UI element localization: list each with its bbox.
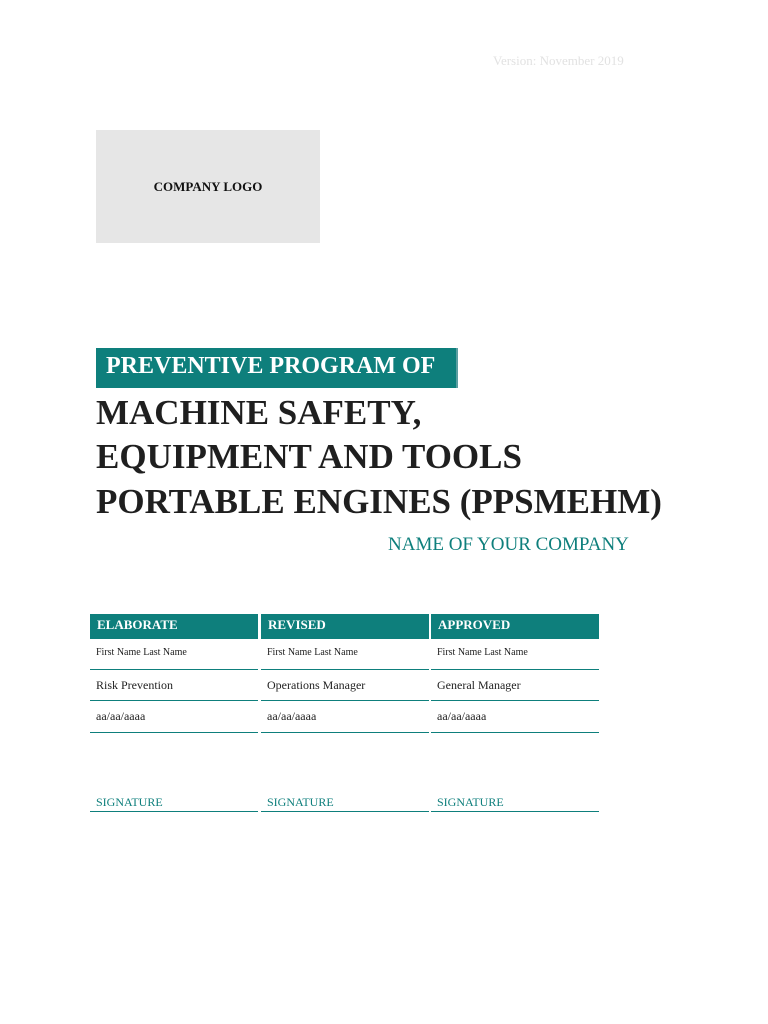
column-header: APPROVED [431, 614, 599, 639]
signature-line-revised: SIGNATURE [261, 794, 429, 812]
document-title-line-3: PORTABLE ENGINES (PPSMEHM) [96, 482, 662, 521]
column-header: REVISED [261, 614, 429, 639]
person-name: First Name Last Name [90, 639, 258, 670]
approval-date: aa/aa/aaaa [261, 701, 429, 733]
company-logo-placeholder [96, 130, 320, 243]
company-name: NAME OF YOUR COMPANY [388, 534, 629, 555]
program-banner-text: PREVENTIVE PROGRAM OF [106, 353, 436, 379]
person-name: First Name Last Name [431, 639, 599, 670]
company-logo-label: COMPANY LOGO [153, 179, 263, 194]
approval-column-revised [261, 614, 429, 733]
person-name: First Name Last Name [261, 639, 429, 670]
document-title-line-2: EQUIPMENT AND TOOLS [96, 437, 522, 476]
approval-date: aa/aa/aaaa [90, 701, 258, 733]
person-role: Risk Prevention [90, 670, 258, 701]
signature-line-elaborate: SIGNATURE [90, 794, 258, 812]
version-label: Version: November 2019 [493, 53, 624, 68]
person-role: Operations Manager [261, 670, 429, 701]
program-banner [96, 348, 458, 388]
approval-column-approved [431, 614, 599, 733]
approval-date: aa/aa/aaaa [431, 701, 599, 733]
person-role: General Manager [431, 670, 599, 701]
approval-column-elaborate [90, 614, 258, 733]
document-title-line-1: MACHINE SAFETY, [96, 393, 422, 432]
signature-line-approved: SIGNATURE [431, 794, 599, 812]
column-header: ELABORATE [90, 614, 258, 639]
